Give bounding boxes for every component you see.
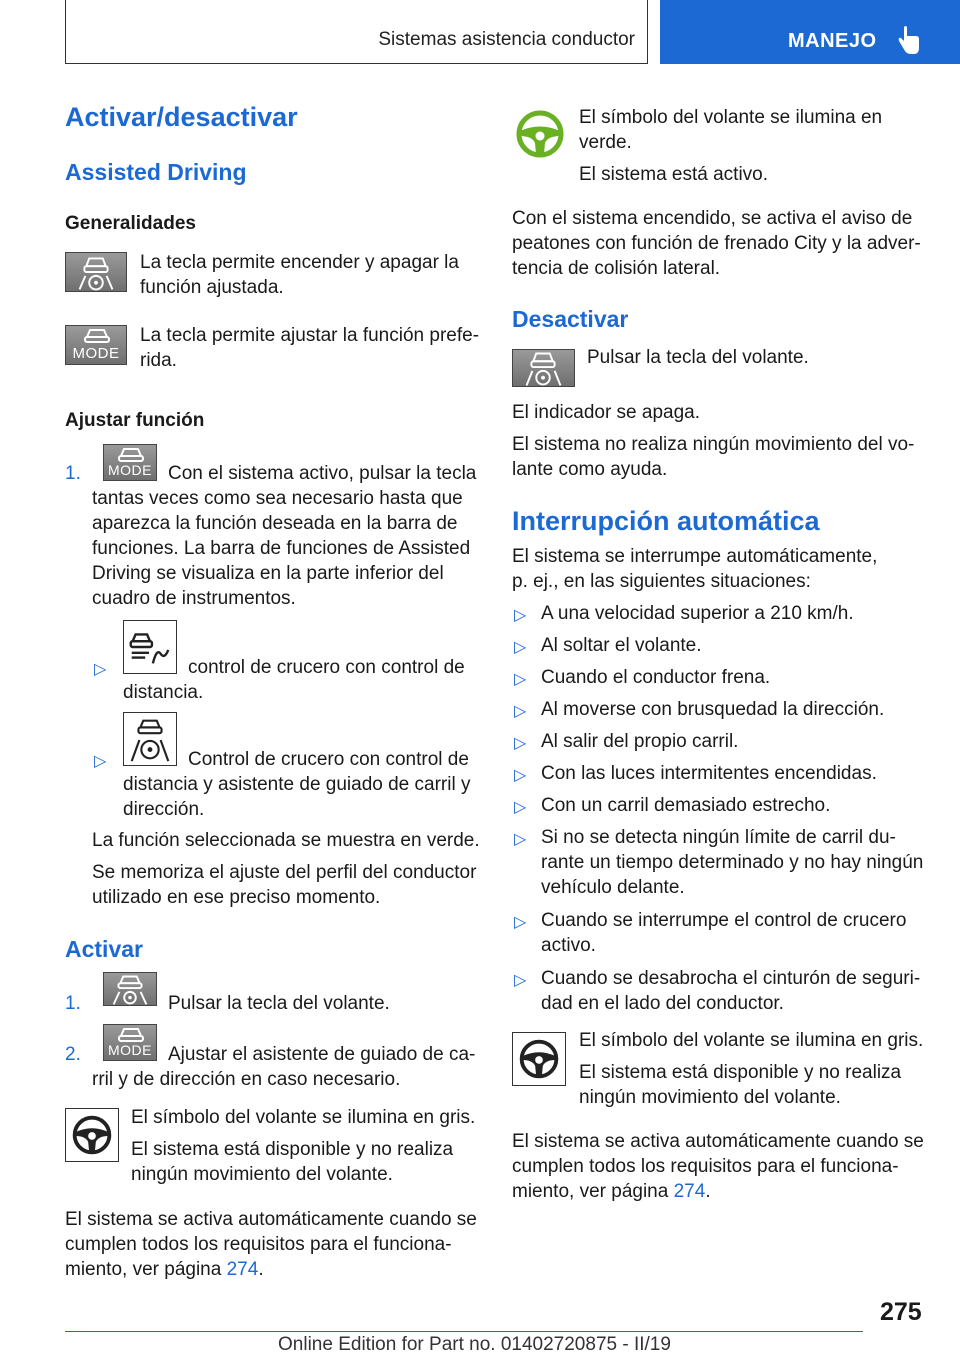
activar-step2-line1: Ajustar el asistente de guiado de ca- xyxy=(168,1044,476,1065)
subbullet1-line1: control de crucero con control de xyxy=(188,657,465,678)
mode-key-icon xyxy=(103,444,157,481)
header-section-box xyxy=(65,0,648,64)
steering-wheel-green-icon xyxy=(513,107,567,161)
page-reference-link[interactable]: 274 xyxy=(673,1181,706,1202)
footer-divider xyxy=(65,1331,863,1332)
interruption-bullet-item: Cuando el conductor frena. xyxy=(541,667,771,688)
activar-step2-number: 2. xyxy=(65,1044,81,1065)
bullet-triangle-icon: ▷ xyxy=(94,753,107,770)
memory-line1: Se memoriza el ajuste del perfil del conductor xyxy=(92,862,477,883)
heading-generalidades: Generalidades xyxy=(65,213,196,234)
interruption-bullet-item: activo. xyxy=(541,935,596,956)
page-reference-link[interactable]: 274 xyxy=(226,1259,259,1280)
activar-step2-line2: rril y de dirección en caso necesario. xyxy=(92,1069,401,1090)
gen-paragraph-1: La tecla permite encender y apagar la función ajustada. xyxy=(140,252,459,298)
footer-edition: Online Edition for Part no. 01402720875 - II/19 xyxy=(278,1334,671,1355)
interruption-bullet-item: rante un tiempo determinado y no hay ningún xyxy=(541,852,924,873)
green-line1: El símbolo del volante se ilumina en xyxy=(579,107,883,128)
gen-p2-line2: rida. xyxy=(140,350,177,371)
mode-key-icon xyxy=(65,325,127,365)
left-auto-line1: El sistema se activa automáticamente cuando se xyxy=(65,1209,477,1230)
left-auto-period: . xyxy=(258,1259,264,1280)
right-grey-line1: El símbolo del volante se ilumina en gris. xyxy=(579,1030,924,1051)
left-grey-line3: ningún movimiento del volante. xyxy=(131,1164,393,1185)
activar-step1-number: 1. xyxy=(65,993,81,1014)
page-number: 275 xyxy=(880,1298,922,1326)
header-section-title: Sistemas asistencia conductor xyxy=(378,29,635,50)
assisted-driving-key-icon xyxy=(65,252,127,292)
ajustar-line-5: Driving se visualiza en la parte inferior del xyxy=(92,563,444,584)
enc-line3: tencia de colisión lateral. xyxy=(512,258,721,279)
heading-activar-desactivar: Activar/desactivar xyxy=(65,102,298,132)
interruption-bullet-item: Si no se detecta ningún límite de carril du- xyxy=(541,827,896,848)
green-line3: El sistema está activo. xyxy=(579,164,769,185)
enc-line1: Con el sistema encendido, se activa el aviso de xyxy=(512,208,913,229)
interruption-bullet-item: Al soltar el volante. xyxy=(541,635,702,656)
heading-ajustar-funcion: Ajustar función xyxy=(65,410,205,431)
heading-desactivar: Desactivar xyxy=(512,306,629,332)
right-auto-period: . xyxy=(705,1181,711,1202)
mode-key-icon xyxy=(103,1024,157,1061)
lane-steering-assistant-icon xyxy=(123,712,177,766)
desactivar-text: Pulsar la tecla del volante. xyxy=(587,347,809,368)
ajustar-line-1: Con el sistema activo, pulsar la tecla xyxy=(168,463,477,484)
left-auto-text: miento, ver página xyxy=(65,1259,222,1280)
subbullet2-line3: dirección. xyxy=(123,799,205,820)
mode-key-label: MODE xyxy=(72,345,120,362)
left-auto-line2: cumplen todos los requisitos para el funciona- xyxy=(65,1234,452,1255)
interruption-bullet-item: Con un carril demasiado estrecho. xyxy=(541,795,831,816)
interruption-bullet-item: vehículo delante. xyxy=(541,877,685,898)
left-grey-line2: El sistema está disponible y no realiza xyxy=(131,1139,454,1160)
header-chapter-title: MANEJO xyxy=(788,30,877,52)
heading-interrupcion: Interrupción automática xyxy=(512,506,820,536)
steering-hand-icon xyxy=(897,25,921,55)
interruption-bullet-item: Cuando se interrumpe el control de crucero xyxy=(541,910,907,931)
right-grey-line3: ningún movimiento del volante. xyxy=(579,1087,841,1108)
bullet-triangle-icon: ▷ xyxy=(514,639,527,656)
bullet-triangle-icon: ▷ xyxy=(514,735,527,752)
interruption-bullet-item: Cuando se desabrocha el cinturón de seguri- xyxy=(541,968,921,989)
memory-line2: utilizado en ese preciso momento. xyxy=(92,887,381,908)
ajustar-line-6: cuadro de instrumentos. xyxy=(92,588,296,609)
bullet-triangle-icon: ▷ xyxy=(94,661,107,678)
indicator-off-text: El indicador se apaga. xyxy=(512,402,701,423)
nomov-line1: El sistema no realiza ningún movimiento del vo- xyxy=(512,434,915,455)
bullet-triangle-icon: ▷ xyxy=(514,607,527,624)
bullet-triangle-icon: ▷ xyxy=(514,703,527,720)
cruise-control-distance-icon xyxy=(123,620,177,674)
bullet-triangle-icon: ▷ xyxy=(514,671,527,688)
interruption-bullet-item: A una velocidad superior a 210 km/h. xyxy=(541,603,854,624)
heading-assisted-driving: Assisted Driving xyxy=(65,159,247,185)
right-grey-line2: El sistema está disponible y no realiza xyxy=(579,1062,902,1083)
enc-line2: peatones con función de frenado City y la adver- xyxy=(512,233,921,254)
bullet-triangle-icon: ▷ xyxy=(514,831,527,848)
interruption-bullet-item: Con las luces intermitentes encendidas. xyxy=(541,763,877,784)
gen-paragraph-2 xyxy=(140,323,485,373)
interrupt-line2: p. ej., en las siguientes situaciones: xyxy=(512,571,811,592)
assisted-driving-key-icon xyxy=(512,349,575,387)
mode-key-label: MODE xyxy=(108,1042,152,1058)
bullet-triangle-icon: ▷ xyxy=(514,767,527,784)
header-chapter-tab xyxy=(660,0,960,64)
mode-key-label: MODE xyxy=(108,462,152,478)
ajustar-line-4: funciones. La barra de funciones de Assisted xyxy=(92,538,471,559)
interruption-bullet-item: Al salir del propio carril. xyxy=(541,731,739,752)
interruption-bullet-item: dad en el lado del conductor. xyxy=(541,993,784,1014)
bullet-triangle-icon: ▷ xyxy=(514,972,527,989)
interruption-bullet-item: Al moverse con brusquedad la dirección. xyxy=(541,699,885,720)
steering-wheel-grey-icon xyxy=(512,1032,566,1086)
bullet-triangle-icon: ▷ xyxy=(514,914,527,931)
right-auto-line2: cumplen todos los requisitos para el funciona- xyxy=(512,1156,899,1177)
ajustar-line-3: aparezca la función deseada en la barra de xyxy=(92,513,458,534)
activar-step1-text: Pulsar la tecla del volante. xyxy=(168,993,390,1014)
steering-wheel-grey-icon xyxy=(65,1108,119,1162)
subbullet1-line2: distancia. xyxy=(123,682,204,703)
gen-p2-line1: La tecla permite ajustar la función prefe- xyxy=(140,325,480,346)
left-grey-line1: El símbolo del volante se ilumina en gris. xyxy=(131,1107,476,1128)
ajustar-step-number: 1. xyxy=(65,463,81,484)
heading-activar: Activar xyxy=(65,936,143,962)
assisted-driving-key-icon xyxy=(103,972,157,1006)
left-auto-line3 xyxy=(65,1257,264,1282)
subbullet2-line2: distancia y asistente de guiado de carril y xyxy=(123,774,471,795)
right-auto-line1: El sistema se activa automáticamente cuando se xyxy=(512,1131,924,1152)
interrupt-line1: El sistema se interrumpe automáticamente, xyxy=(512,546,878,567)
selected-green-note: La función seleccionada se muestra en verde. xyxy=(92,830,480,851)
ajustar-line-2: tantas veces como sea necesario hasta que xyxy=(92,488,463,509)
green-line2: verde. xyxy=(579,132,632,153)
right-auto-text: miento, ver página xyxy=(512,1181,669,1202)
right-auto-line3 xyxy=(512,1179,711,1204)
nomov-line2: lante como ayuda. xyxy=(512,459,668,480)
bullet-triangle-icon: ▷ xyxy=(514,799,527,816)
subbullet2-line1: Control de crucero con control de xyxy=(188,749,469,770)
